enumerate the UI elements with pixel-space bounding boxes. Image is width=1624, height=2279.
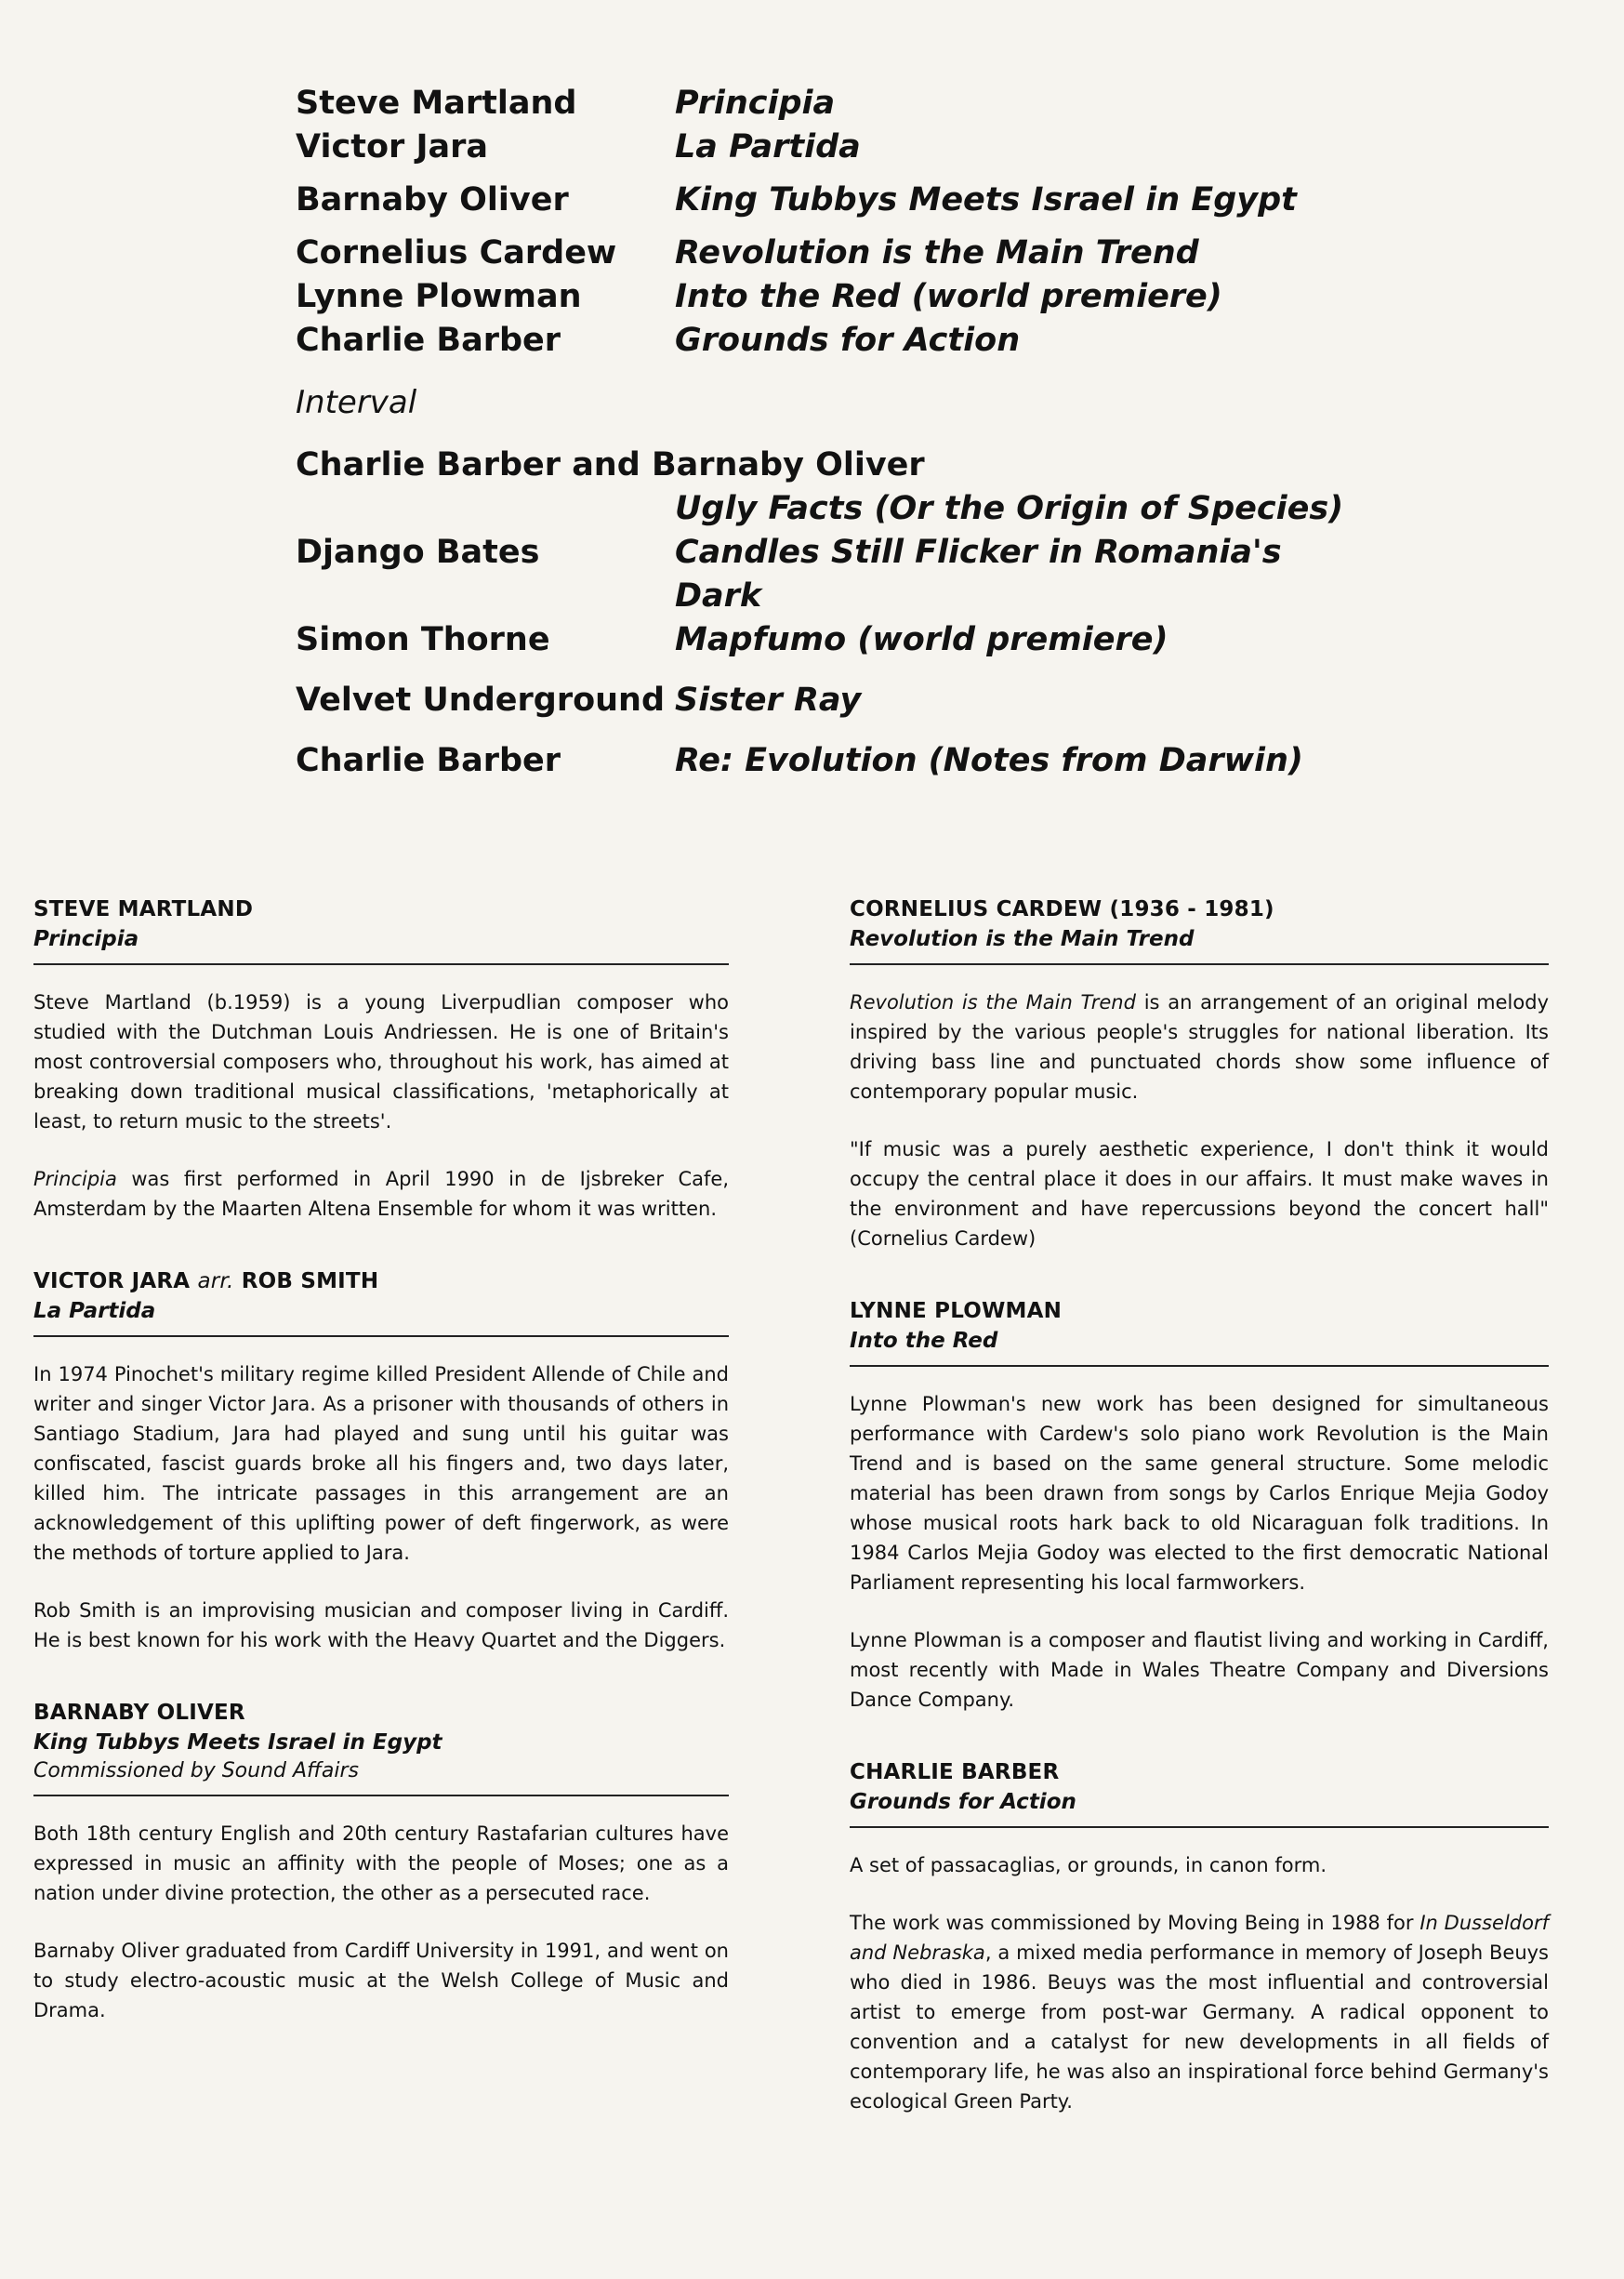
composer-name: Victor Jara <box>296 128 488 166</box>
piece-title: Sister Ray <box>675 682 862 719</box>
piece-title: Candles Still Flicker in Romania's Dark <box>675 534 1282 615</box>
section-piece-title: King Tubbys Meets Israel in Egypt <box>33 1730 442 1755</box>
programme-row <box>296 319 1365 363</box>
section-heading: CHARLIE BARBER <box>850 1760 1060 1784</box>
piece-title: Re: Evolution (Notes from Darwin) <box>675 742 1303 779</box>
divider <box>33 963 729 965</box>
divider <box>850 963 1549 965</box>
section-paragraph: A set of passacaglias, or grounds, in canon form. <box>850 1854 1327 1876</box>
section-heading: STEVE MARTLAND <box>33 897 254 921</box>
composer-name: Velvet Underground <box>296 682 666 719</box>
premiere-note: (world premiere) <box>857 621 1168 658</box>
section-paragraph: Steve Martland (b.1959) is a young Liverpudlian composer who studied with the Dutchman Louis Andriessen. He is one of Britain's most controversial composers who, throughout his work, has aimed at breaking down traditional musical classifications, 'metaphorically at least, to return music to the streets'. <box>33 991 729 1133</box>
composer-name: Barnaby Oliver <box>296 181 569 219</box>
section-paragraph: Lynne Plowman is a composer and flautist living and working in Cardiff, most recently with Made in Wales Theatre Company and Diversions Dance Company. <box>850 1629 1549 1711</box>
programme-row <box>296 487 1365 531</box>
section-piece-title: La Partida <box>33 1299 156 1323</box>
inline-title: In Dusseldorf and Nebraska <box>850 1912 1549 1964</box>
composer-name: Django Bates <box>296 534 540 571</box>
section-heading: LYNNE PLOWMAN <box>850 1299 1063 1323</box>
piece-title: Ugly Facts (Or the Origin of Species) <box>675 490 1344 527</box>
programme-row <box>296 179 1365 222</box>
section-heading <box>33 1266 729 1296</box>
note-section-cardew <box>850 894 1549 1253</box>
heading-composer: VICTOR JARA <box>33 1269 191 1293</box>
note-section-jara <box>33 1266 729 1655</box>
heading-arranger: ROB SMITH <box>241 1269 379 1293</box>
piece-title <box>675 275 1222 319</box>
piece-title: Revolution is the Main Trend <box>675 234 1199 272</box>
section-paragraph <box>850 1908 1549 2116</box>
programme-list <box>296 82 1365 783</box>
composer-name: Cornelius Cardew <box>296 234 617 272</box>
piece-title: Principia <box>675 85 836 122</box>
section-paragraph: Lynne Plowman's new work has been designed for simultaneous performance with Cardew's solo piano work Revolution is the Main Trend and is based on the same general structure. Some melodic material has been drawn from songs by Carlos Enrique Mejia Godoy whose musical roots hark back to old Nicaraguan folk traditions. In 1984 Carlos Mejia Godoy was elected to the first democratic National Parliament representing his local farmworkers. <box>850 1393 1549 1594</box>
inline-title: Principia <box>33 1168 117 1190</box>
piece-title: King Tubbys Meets Israel in Egypt <box>675 181 1297 219</box>
section-paragraph: Rob Smith is an improvising musician and composer living in Cardiff. He is best known for his work with the Heavy Quartet and the Diggers. <box>33 1599 729 1651</box>
piece-title-text: Mapfumo <box>675 621 847 658</box>
section-paragraph: Both 18th century English and 20th century Rastafarian cultures have expressed in music an affinity with the people of Moses; one as a nation under divine protection, the other as a persecuted race. <box>33 1822 729 1904</box>
paragraph-text: The work was commissioned by Moving Being in 1988 for <box>850 1912 1420 1934</box>
note-section-oliver <box>33 1698 729 2025</box>
divider <box>850 1365 1549 1367</box>
composer-name: Charlie Barber and Barnaby Oliver <box>296 446 925 484</box>
programme-row <box>296 444 1365 487</box>
piece-title: La Partida <box>675 128 861 166</box>
section-paragraph: Barnaby Oliver graduated from Cardiff University in 1991, and went on to study electro-acoustic music at the Welsh College of Music and Drama. <box>33 1940 729 2021</box>
programme-row <box>296 275 1365 319</box>
notes-left-column <box>33 894 729 2068</box>
section-heading: CORNELIUS CARDEW (1936 - 1981) <box>850 897 1274 921</box>
programme-row <box>296 531 1365 618</box>
divider <box>850 1826 1549 1828</box>
programme-row <box>296 739 1365 783</box>
inline-title: Revolution is the Main Trend <box>850 991 1136 1014</box>
programme-row <box>296 82 1365 126</box>
programme-row <box>296 679 1365 722</box>
interval-label: Interval <box>296 384 417 421</box>
paragraph-text: was first performed in April 1990 in de Ijsbreker Cafe, Amsterdam by the Maarten Altena Ensemble for whom it was written. <box>33 1168 729 1220</box>
composer-name: Charlie Barber <box>296 742 561 779</box>
note-section-plowman <box>850 1296 1549 1715</box>
programme-row <box>296 126 1365 169</box>
composer-name: Simon Thorne <box>296 621 550 658</box>
composer-name: Charlie Barber <box>296 322 561 359</box>
section-piece-title: Grounds for Action <box>850 1790 1076 1814</box>
programme-row <box>296 618 1365 662</box>
premiere-note: (world premiere) <box>911 278 1222 315</box>
piece-title: Grounds for Action <box>675 322 1021 359</box>
section-piece-title: Revolution is the Main Trend <box>850 927 1195 951</box>
section-heading: BARNABY OLIVER <box>33 1701 245 1725</box>
divider <box>33 1335 729 1337</box>
note-section-martland <box>33 894 729 1224</box>
section-commission: Commissioned by Sound Affairs <box>33 1759 360 1782</box>
paragraph-text: is an arrangement of an original melody inspired by the various people's struggles for national liberation. Its driving bass line and punctuated chords show some influence of contemporary popular music. <box>850 991 1550 1103</box>
section-quote: "If music was a purely aesthetic experience, I don't think it would occupy the central place it does in our affairs. It must make waves in the environment and have repercussions beyond the concert hall" (Cornelius Cardew) <box>850 1138 1549 1250</box>
section-paragraph: In 1974 Pinochet's military regime killed President Allende of Chile and writer and singer Victor Jara. As a prisoner with thousands of others in Santiago Stadium, Jara had played and sung until his guitar was confiscated, fascist guards broke all his fingers and, two days later, killed him. The intricate passages in this arrangement are an acknowledgement of this uplifting power of deft fingerwork, as were the methods of torture applied to Jara. <box>33 1363 729 1564</box>
paragraph-text: , a mixed media performance in memory of Joseph Beuys who died in 1986. Beuys was the most influential and controversial artist to emerge from post-war Germany. A radical opponent to convention and a catalyst for new developments in all fields of contemporary life, he was also an inspirational force behind Germany's ecological Green Party. <box>850 1941 1549 2113</box>
notes-right-column <box>850 894 1549 2159</box>
section-paragraph <box>850 987 1549 1106</box>
arranged-label: arr. <box>197 1269 234 1293</box>
composer-name: Steve Martland <box>296 85 577 122</box>
piece-title-text: Into the Red <box>675 278 901 315</box>
section-piece-title: Principia <box>33 927 139 951</box>
section-piece-title: Into the Red <box>850 1329 998 1353</box>
divider <box>33 1795 729 1796</box>
programme-row <box>296 232 1365 275</box>
section-paragraph <box>33 1164 729 1224</box>
note-section-barber <box>850 1757 1549 2116</box>
composer-name: Lynne Plowman <box>296 278 582 315</box>
piece-title <box>675 618 1168 662</box>
